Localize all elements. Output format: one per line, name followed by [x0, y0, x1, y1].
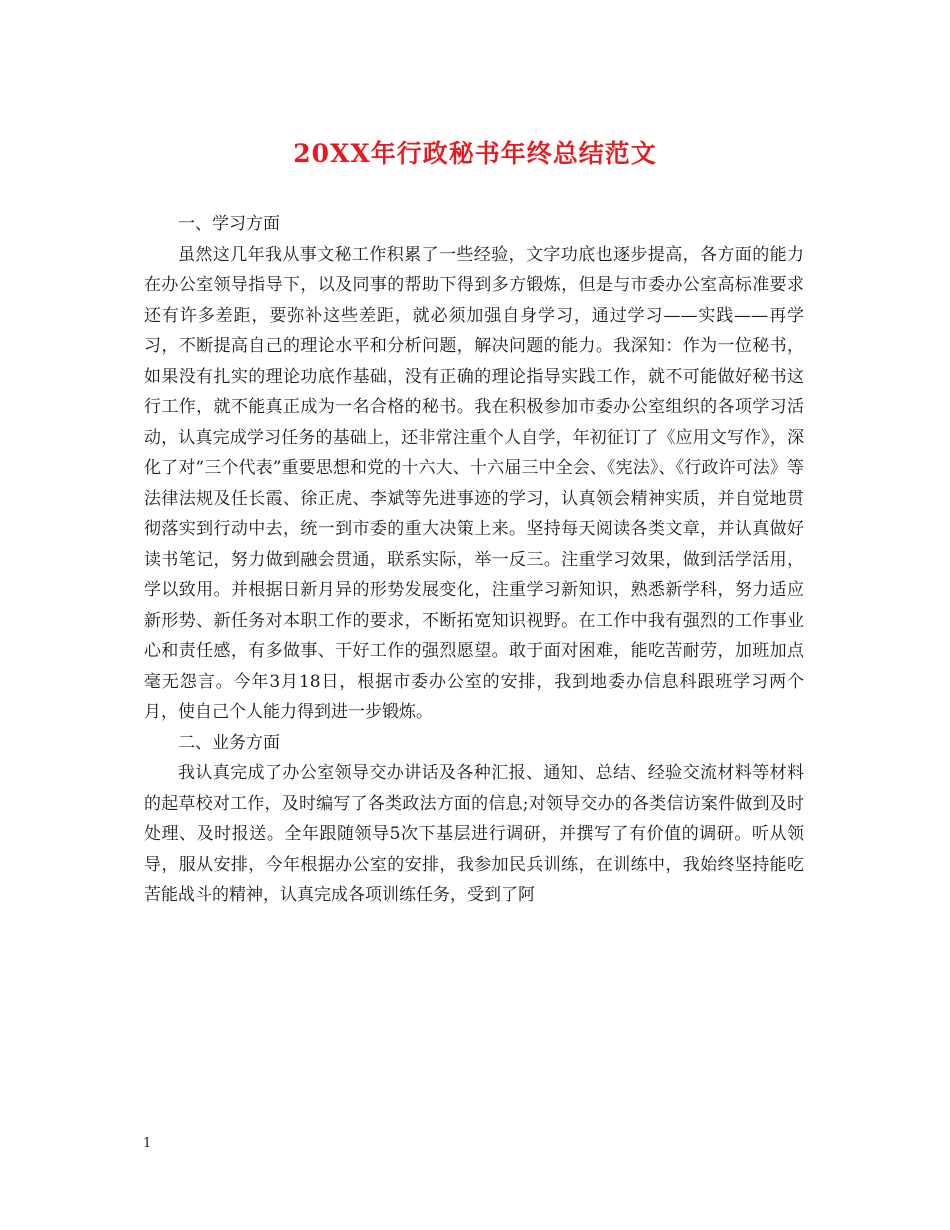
section-heading-business: 二、业务方面 [178, 732, 280, 753]
paragraph-study: 虽然这几年我从事文秘工作积累了一些经验，文字功底也逐步提高，各方面的能力在办公室领导指导下，以及同事的帮助下得到多方锻炼，但是与市委办公室高标准要求还有许多差距，要弥补这些差距，就必须加强自身学习，通过学习——实践——再学习，不断提高自己的理论水平和分析问题，解决问题的能力。我深知：作为一位秘书，如果没有扎实的理论功底作基础，没有正确的理论指导实践工作，就不可能做好秘书这行工作，就不能真正成为一名合格的秘书。我在积极参加市委办公室组织的各项学习活动，认真完成学习任务的基础上，还非常注重个人自学，年初征订了《应用文写作》，深化了对“三个代表”重要思想和党的十六大、十六届三中全会、《宪法》、《行政许可法》等法律法规及任长霞、徐正虎、李斌等先进事迹的学习，认真领会精神实质，并自觉地贯彻落实到行动中去，统一到市委的重大决策上来。坚持每天阅读各类文章，并认真做好读书笔记，努力做到融会贯通，联系实际，举一反三。注重学习效果，做到活学活用，学以致用。并根据日新月异的形势发展变化，注重学习新知识，熟悉新学科，努力适应新形势、新任务对本职工作的要求，不断拓宽知识视野。在工作中我有强烈的工作事业心和责任感，有多做事、干好工作的强烈愿望。敢于面对困难，能吃苦耐劳，加班加点毫无怨言。今年3月18日，根据市委办公室的安排，我到地委办信息科跟班学习两个月，使自己个人能力得到进一步锻炼。 [144, 244, 804, 722]
document-title: 20XX年行政秘书年终总结范文 [293, 139, 657, 168]
page-number: 1 [143, 1136, 152, 1151]
document-body [144, 209, 804, 911]
paragraph-business: 我认真完成了办公室领导交办讲话及各种汇报、通知、总结、经验交流材料等材料的起草校对工作，及时编写了各类政法方面的信息;对领导交办的各类信访案件做到及时处理、及时报送。全年跟随领导5次下基层进行调研，并撰写了有价值的调研。听从领导，服从安排，今年根据办公室的安排，我参加民兵训练，在训练中，我始终坚持能吃苦能战斗的精神，认真完成各项训练任务，受到了阿 [144, 763, 804, 905]
section-heading-study: 一、学习方面 [178, 214, 280, 234]
